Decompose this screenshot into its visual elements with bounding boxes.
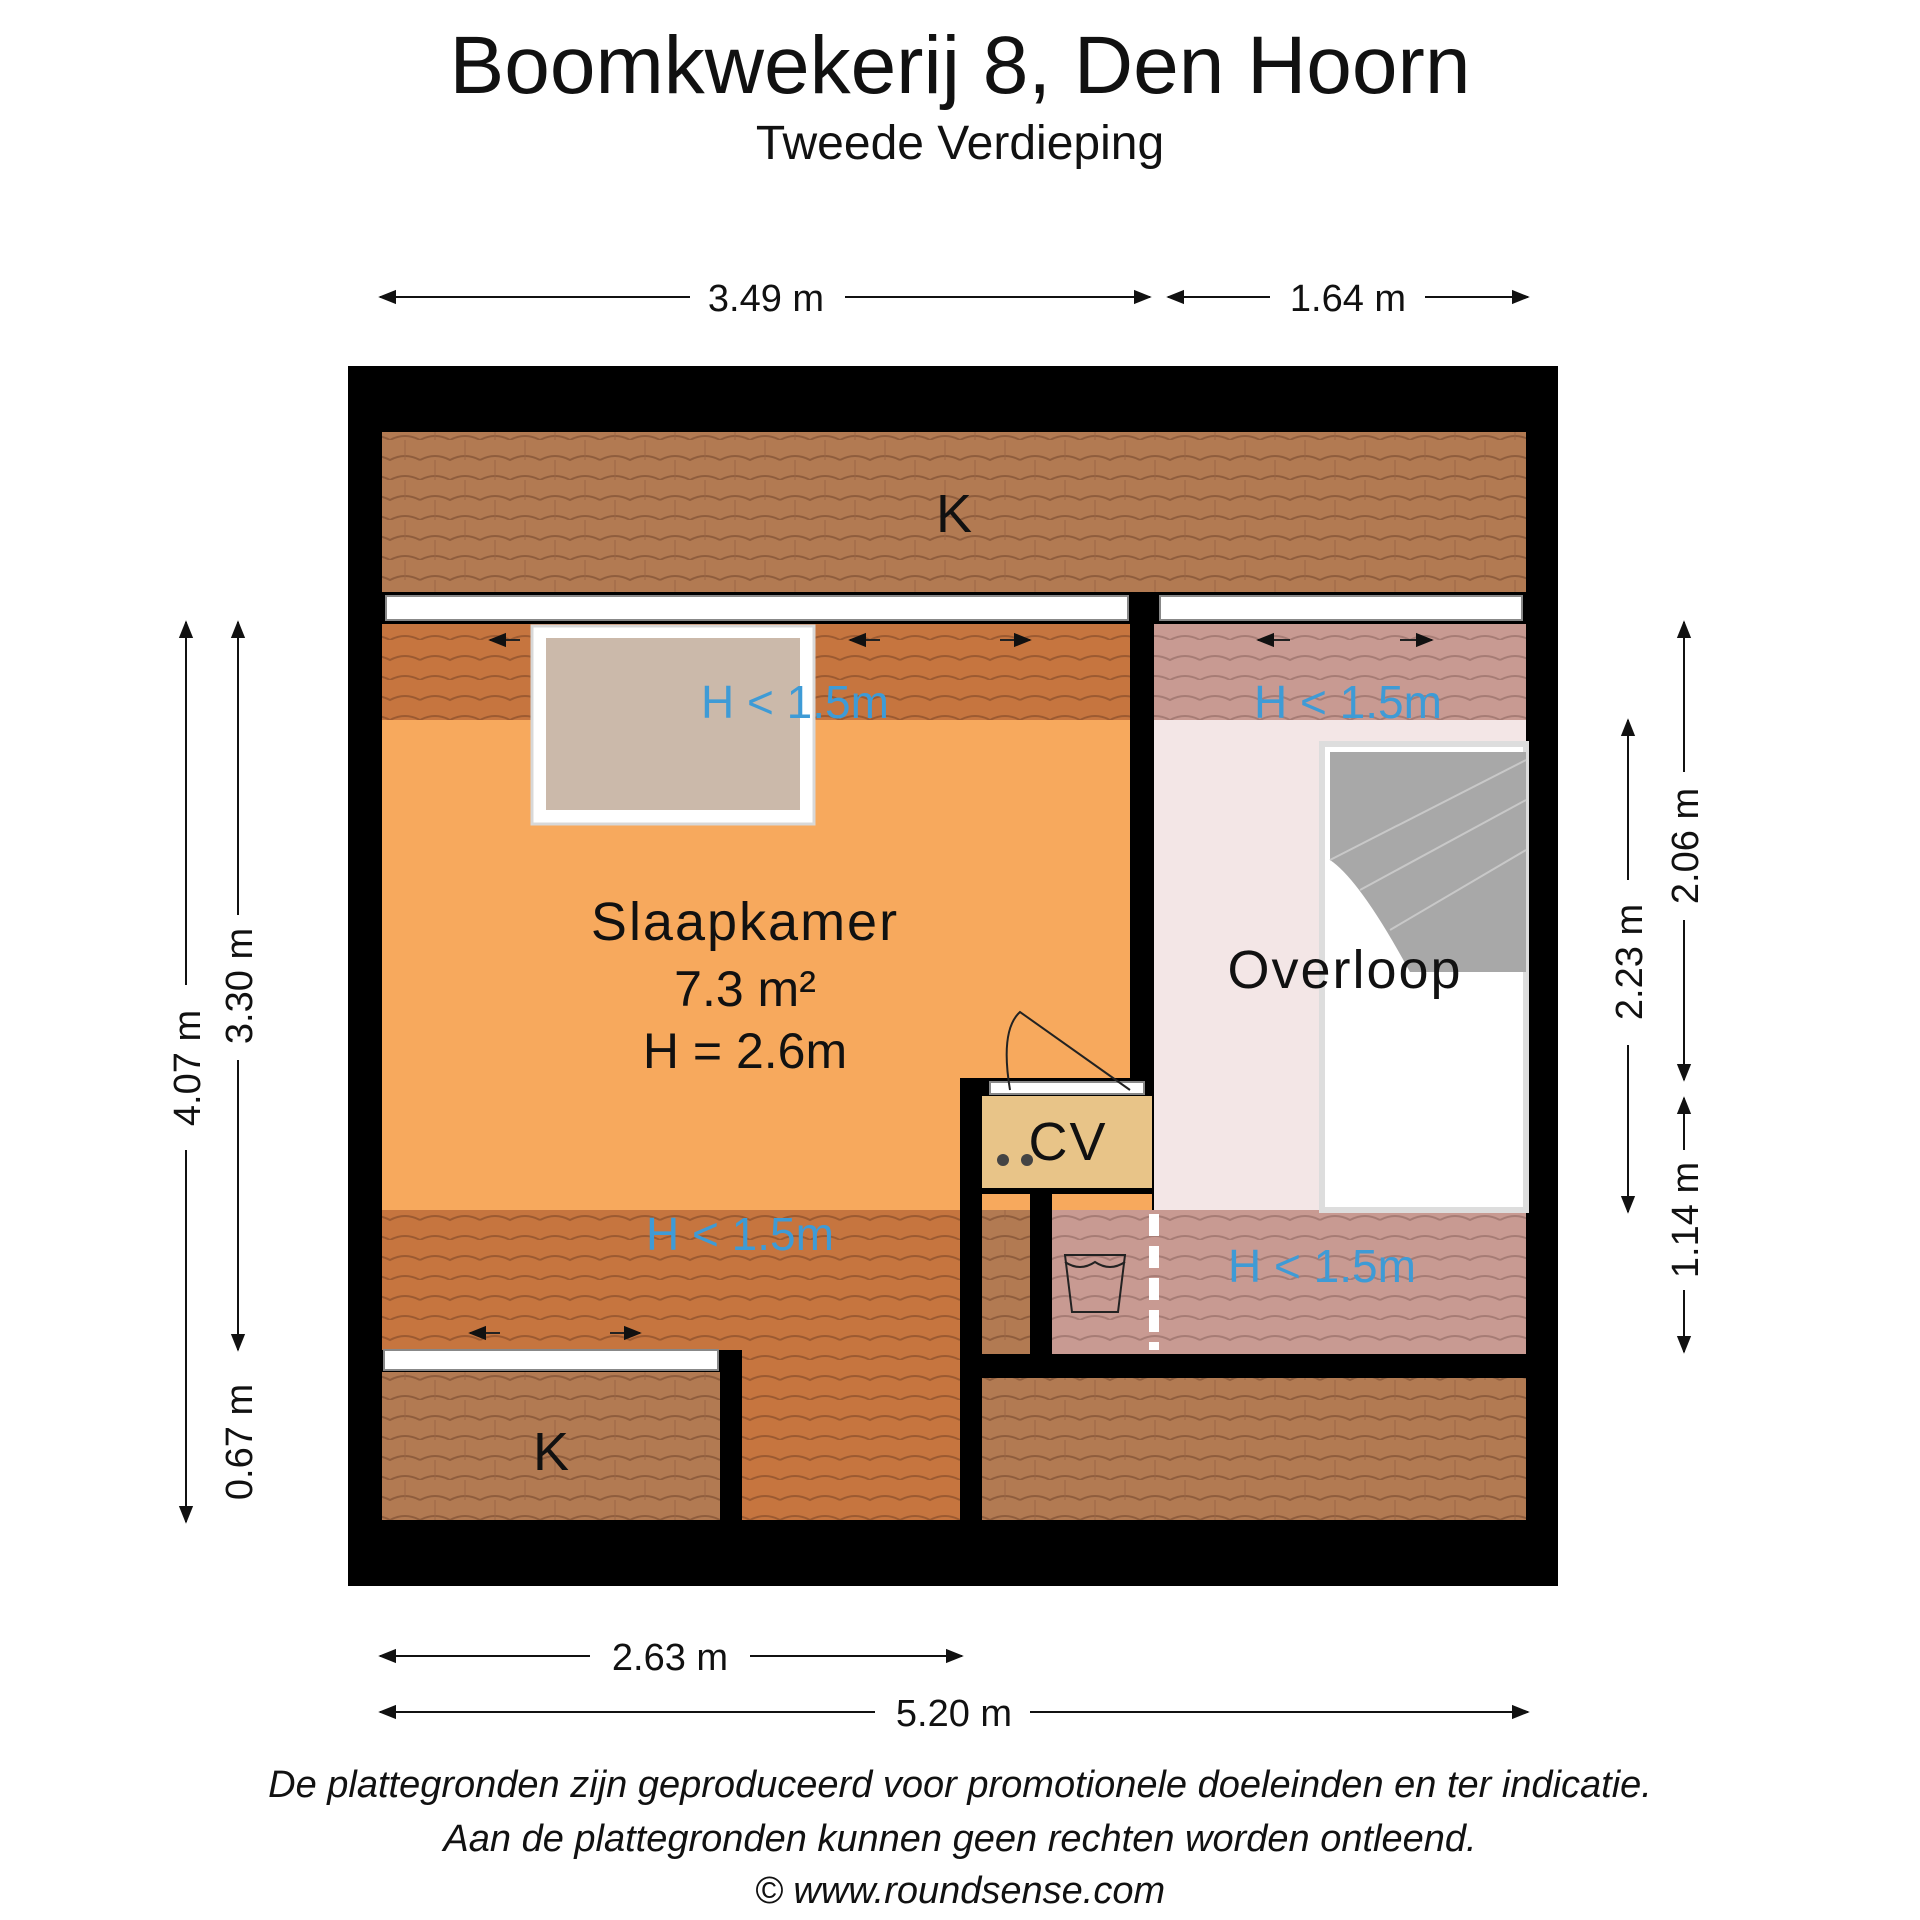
dim-label-right-inner: 2.23 m [1609, 903, 1651, 1021]
wall-bedroom-landing [1130, 592, 1154, 1094]
inner-wall-vertical [960, 1194, 982, 1520]
disclaimer-line-1: De plattegronden zijn geproduceerd voor promotionele doeleinden en ter indicatie. [268, 1764, 1652, 1806]
disclaimer-line-2: Aan de plattegronden kunnen geen rechten worden ontleend. [443, 1818, 1477, 1860]
knee-wall-door-bottom [384, 1350, 718, 1370]
dim-label-bottom-partial: 2.63 m [611, 1637, 729, 1679]
room-label-storage-bottom: K [532, 1422, 572, 1482]
knee-wall-door-landing [1160, 596, 1522, 620]
dim-label-top-right: 1.64 m [1289, 278, 1407, 320]
height-note-bedroom-top: H < 1.5m [701, 676, 889, 728]
room-label-cv: CV [1028, 1112, 1108, 1172]
dim-label-top-left: 3.49 m [707, 278, 825, 320]
copyright-link[interactable]: © www.roundsense.com [754, 1870, 1166, 1912]
room-height-bedroom: H = 2.6m [642, 1023, 848, 1079]
dim-label-left-inner-lower: 0.67 m [219, 1383, 261, 1501]
cv-boiler-knob [997, 1154, 1009, 1166]
height-note-landing-bottom: H < 1.5m [1228, 1240, 1416, 1292]
dim-label-left-inner-upper: 3.30 m [219, 927, 261, 1045]
storage-bottom-right [982, 1378, 1526, 1520]
laundry-area [1052, 1210, 1152, 1354]
dim-label-left-outer: 4.07 m [167, 1009, 209, 1127]
wall-bottom-landing [982, 1354, 1526, 1378]
height-note-bedroom-bottom: H < 1.5m [646, 1208, 834, 1260]
height-note-landing-top: H < 1.5m [1254, 676, 1442, 728]
plan-subtitle: Tweede Verdieping [755, 117, 1165, 170]
roof-strip-middle [982, 1210, 1030, 1354]
knee-wall-door-bedroom [386, 596, 1128, 620]
room-label-storage-top: K [935, 484, 975, 544]
room-area-bedroom: 7.3 m² [674, 961, 816, 1017]
dim-label-right-outer-upper: 2.06 m [1665, 787, 1707, 905]
dim-label-right-outer-lower: 1.14 m [1665, 1161, 1707, 1279]
room-label-bedroom: Slaapkamer [590, 892, 900, 952]
inner-wall-laundry [1030, 1194, 1052, 1354]
dim-label-bottom-total: 5.20 m [895, 1693, 1013, 1735]
plan-title: Boomkwekerij 8, Den Hoorn [449, 20, 1471, 111]
room-label-landing: Overloop [1227, 940, 1463, 1000]
